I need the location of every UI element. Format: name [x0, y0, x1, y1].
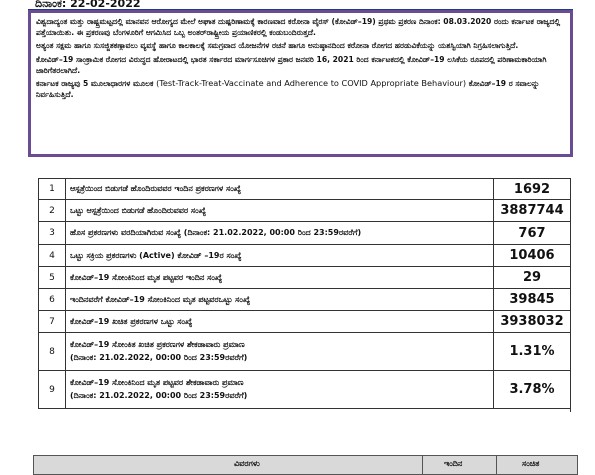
row-number: 6	[39, 289, 66, 311]
table-row	[39, 289, 571, 311]
row-value: 39845	[494, 289, 571, 311]
row-number: 7	[39, 311, 66, 333]
row-value: 3887744	[494, 200, 571, 222]
row-description: ಕೋವಿಡ್–19 ಖಚಿತ ಪ್ರಕರಣಗಳ ಒಟ್ಟು ಸಂಖ್ಯೆ	[66, 311, 494, 333]
row-description: ಒಟ್ಟು ಸಕ್ರಿಯ ಪ್ರಕರಣಗಳು (Active) ಕೋವಿಡ್ –19ರ ಸಂಖ್ಯೆ	[66, 245, 494, 267]
table-row	[39, 333, 571, 371]
intro-paragraph-4	[36, 78, 565, 100]
row-description: ಆಸ್ಪತ್ರೆಯಿಂದ ಬಿಡುಗಡೆ ಹೊಂದಿರುವವರ ಇಂದಿನ ಪ್ರಕರಣಗಳ ಸಂಖ್ಯೆ	[66, 179, 494, 200]
column-divider	[496, 456, 497, 474]
intro-box	[28, 10, 573, 157]
table-row	[39, 371, 571, 409]
report-date: ದಿನಾಂಕ: 22-02-2022	[35, 0, 141, 10]
table-row	[39, 267, 571, 289]
column-divider	[422, 456, 423, 474]
row-number: 1	[39, 179, 66, 200]
row-description-line1: ಕೋವಿಡ್–19 ಸೋಂಕಿತ ಖಚಿತ ಪ್ರಕರಣಗಳ ಶೇಕಡಾವಾರು ಪ್ರಮಾಣ	[70, 340, 245, 349]
header-details: ವಿವರಗಳು	[234, 459, 260, 468]
table-row	[39, 245, 571, 267]
row-value: 10406	[494, 245, 571, 267]
row-number: 4	[39, 245, 66, 267]
row-description-line1: ಕೋವಿಡ್–19 ಸೋಂಕಿನಿಂದ ಮೃತ ಪಟ್ಟವರ ಶೇಕಡಾವಾರು ಪ್ರಮಾಣ	[70, 378, 244, 387]
header-cumulative: ಸಂಚಿತ	[522, 459, 540, 468]
row-description-line2: (ದಿನಾಂಕ: 21.02.2022, 00:00 ರಿಂದ 23:59ರವರೆಗೆ)	[70, 391, 248, 400]
row-value: 767	[494, 222, 571, 245]
table-side-border	[570, 178, 577, 412]
intro-paragraph-1: ವಿಶ್ವದಾದ್ಯಂತ ಮತ್ತು ರಾಷ್ಟ್ರಮಟ್ಟದಲ್ಲಿ ಮಾನವನ ಆರೋಗ್ಯದ ಮೇಲೆ ಅಘಾತ ದುಷ್ಪರಿಣಾಮಕ್ಕೆ ಕಾರಣವಾದ ಕರೋನಾ ವೈರಸ್ (ಕೋವಿಡ್–19) ಪ್ರಥಮ ಪ್ರಕರಣ ದಿನಾಂಕ: 08.03.2020 ರಂದು ಕರ್ನಾಟಕ ರಾಜ್ಯದಲ್ಲಿ ಪತ್ತೆಯಾಯಿತು. ಈ ಪ್ರಕರಣವು ಬೆಂಗಳೂರಿಗೆ ಆಗಮಿಸಿದ ಒಬ್ಬ ಅಂತರ್‌ರಾಷ್ಟ್ರೀಯ ಪ್ರಯಾಣಿಕರಲ್ಲಿ ಕಂಡುಬಂದಿರುತ್ತದೆ.	[36, 17, 561, 38]
row-description: ಒಟ್ಟು ಆಸ್ಪತ್ರೆಯಿಂದ ಬಿಡುಗಡೆ ಹೊಂದಿರುವವರ ಸಂಖ್ಯೆ	[66, 200, 494, 222]
row-number: 9	[39, 371, 66, 409]
intro-paragraph-3: ಕೋವಿಡ್–19 ಸಾಂಕ್ರಾಮಿಕ ರೋಗದ ವಿರುದ್ಧದ ಹೋರಾಟದಲ್ಲಿ ಭಾರತ ಸರ್ಕಾರದ ಮಾರ್ಗಸೂಚಿಗಳ ಪ್ರಕಾರ ಜನವರಿ 16, 2021 ರಿಂದ ಕರ್ನಾಟಕದಲ್ಲಿ ಕೋವಿಡ್–19 ಲಸಿಕೆಯ ರೂಪದಲ್ಲಿ ಪರಿಣಾಮಕಾರಿಯಾಗಿ ಜಾರಿಗೆತರಲಾಗಿದೆ.	[36, 54, 547, 75]
row-description: ಇಂದಿನವರೆಗೆ ಕೋವಿಡ್–19 ಸೋಂಕಿನಿಂದ ಮೃತ ಪಟ್ಟವರಒಟ್ಟು ಸಂಖ್ಯೆ	[66, 289, 494, 311]
table-row	[39, 179, 571, 200]
row-value: 1692	[494, 179, 571, 200]
row-value: 29	[494, 267, 571, 289]
row-number: 2	[39, 200, 66, 222]
table-row	[39, 200, 571, 222]
row-description: ಹೊಸ ಪ್ರಕರಣಗಳು ವರದಿಯಾಗಿರುವ ಸಂಖ್ಯೆ (ದಿನಾಂಕ: 21.02.2022, 00:00 ರಿಂದ 23:59ರವರೆಗೆ)	[66, 222, 494, 245]
row-number: 3	[39, 222, 66, 245]
bottom-table-header	[33, 455, 578, 475]
row-number: 8	[39, 333, 66, 371]
table-row	[39, 222, 571, 245]
row-value: 3938032	[494, 311, 571, 333]
row-description-line2: (ದಿನಾಂಕ: 21.02.2022, 00:00 ರಿಂದ 23:59ರವರೆಗೆ)	[70, 353, 248, 362]
row-description: ಕೋವಿಡ್–19 ಸೋಂಕಿನಿಂದ ಮೃತ ಪಟ್ಟವರ ಇಂದಿನ ಸಂಖ್ಯೆ	[66, 267, 494, 289]
intro-p4-english: (Test-Track-Treat-Vaccinate and Adherence to COVID Appropriate Behaviour)	[156, 78, 467, 89]
row-value: 3.78%	[494, 371, 571, 409]
header-today: ಇಂದಿನ	[444, 459, 463, 468]
row-number: 5	[39, 267, 66, 289]
intro-paragraph-2: ಅತ್ಯಂತ ಸಕ್ಷಮ ಹಾಗೂ ಸುಸಜ್ಜಿತಕಣ್ಗಾವಲು ವ್ಯವಸ್ಥೆ ಹಾಗೂ ಕಾಲಕಾಲಕ್ಕೆ ಸಮಗ್ರವಾದ ಯೋಜನೆಗಳ ರಚನೆ ಹಾಗೂ ಅನುಷ್ಠಾನದಿಂದ ಕರೋನಾ ರೋಗದ ಹರಡುವಿಕೆಯನ್ನು ಯಶಸ್ವಿಯಾಗಿ ನಿಗ್ರಹಿಸಲಾಗುತ್ತಿದೆ.	[36, 41, 519, 51]
stats-table	[38, 178, 571, 409]
row-description	[66, 371, 494, 409]
row-description	[66, 333, 494, 371]
table-row	[39, 311, 571, 333]
intro-p4-end: ಕೋವಿಡ್–19 ರ ಸವಾಲನ್ನು ನಿರ್ವಹಿಸುತ್ತಿದೆ.	[36, 79, 540, 100]
row-value: 1.31%	[494, 333, 571, 371]
intro-p4-kannada: ಕರ್ನಾಟಕ ರಾಜ್ಯವು 5 ಮೂಲಾಧಾರಗಳ ಮೂಲಕ	[36, 79, 157, 89]
